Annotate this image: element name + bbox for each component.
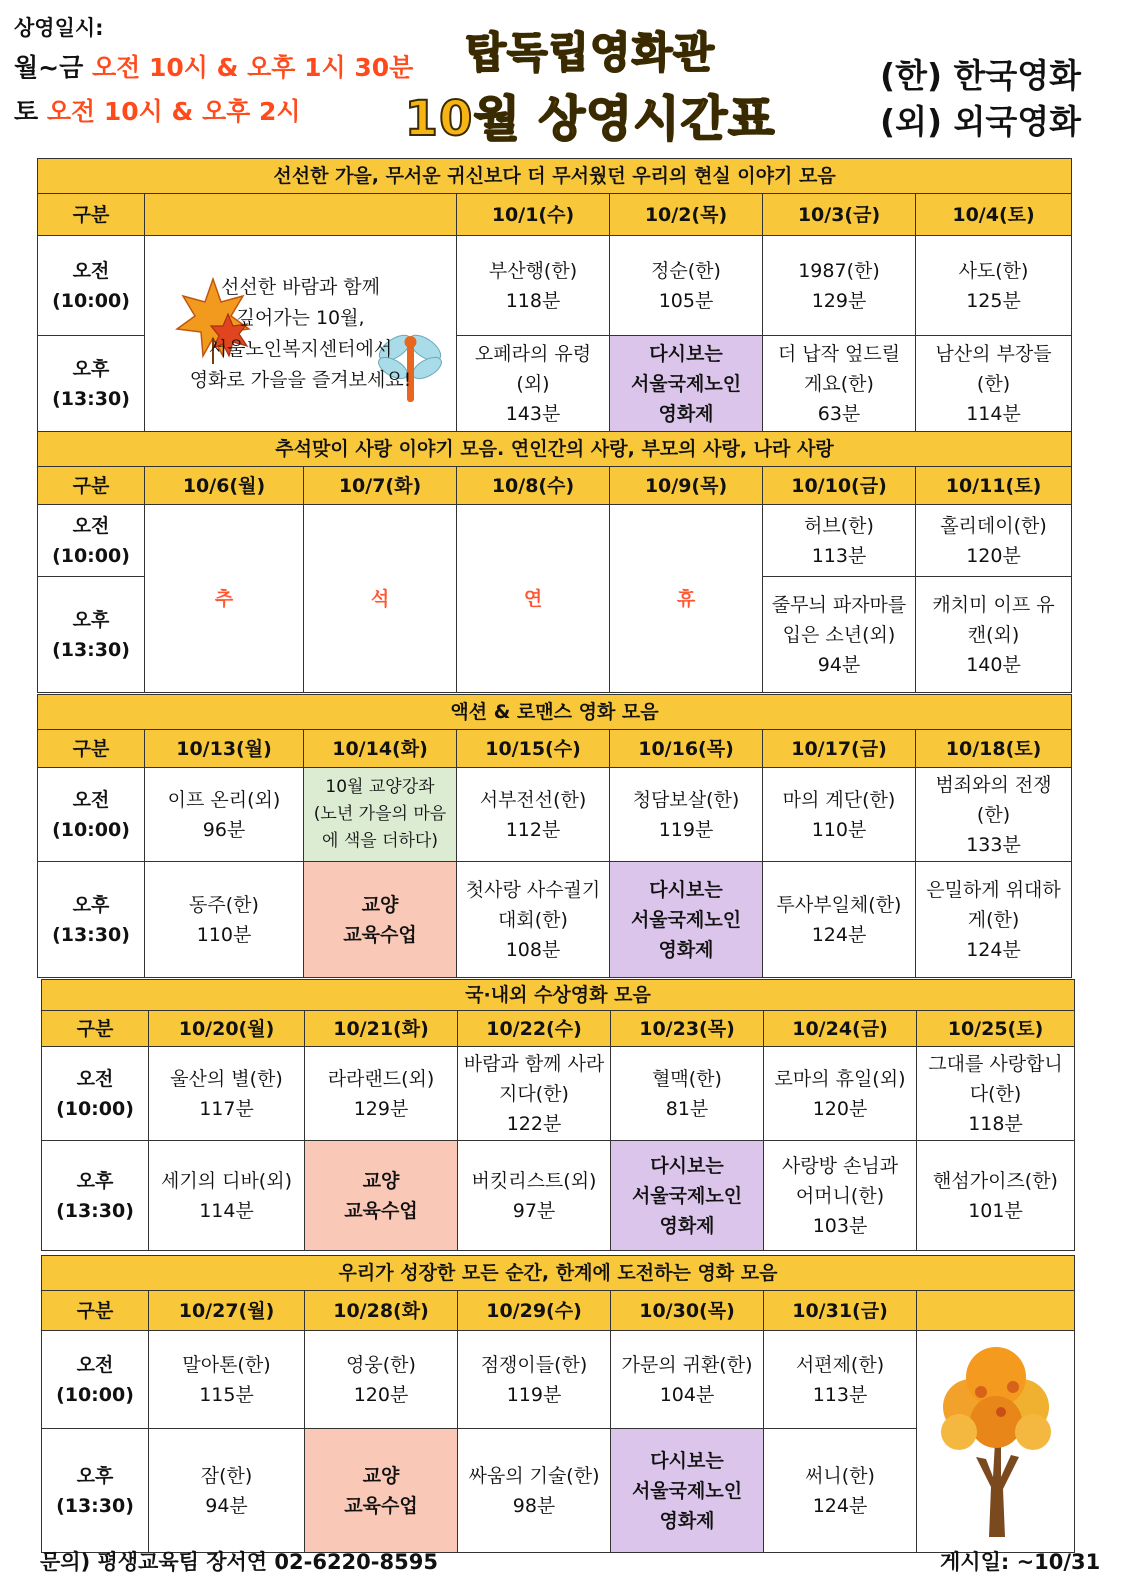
date-header: 10/14(화) [304, 730, 457, 768]
week-theme: 선선한 가을, 무서운 귀신보다 더 무서웠던 우리의 현실 이야기 모음 [38, 159, 1072, 194]
week-table [41, 1255, 1075, 1553]
movie-cell: 그대를 사랑합니 다(한) 118분 [917, 1047, 1075, 1141]
am-label: 오전 (10:00) [38, 768, 145, 862]
date-header: 10/3(금) [763, 194, 916, 236]
autumn-tree-cell [917, 1331, 1075, 1553]
movie-cell: 첫사랑 사수궐기 대회(한) 108분 [457, 862, 610, 978]
date-header: 10/27(월) [149, 1291, 305, 1331]
autumn-message-line: 영화로 가을을 즐겨보세요! [189, 368, 412, 391]
movie-cell: 세기의 디바(외) 114분 [149, 1141, 305, 1251]
date-header: 10/4(토) [916, 194, 1072, 236]
autumn-tree-icon [931, 1337, 1061, 1537]
am-label: 오전 (10:00) [42, 1331, 149, 1429]
saturday-prefix: 토 [14, 97, 39, 126]
am-label: 오전 (10:00) [38, 236, 145, 336]
legend-korean: (한) 한국영화 [880, 56, 1082, 95]
film-festival-cell: 다시보는 서울국제노인 영화제 [611, 1429, 764, 1553]
date-header: 10/30(목) [611, 1291, 764, 1331]
education-class-cell: 교양 교육수업 [305, 1141, 458, 1251]
pm-label: 오후 (13:30) [42, 1141, 149, 1251]
week-theme: 추석맞이 사랑 이야기 모음. 연인간의 사랑, 부모의 사랑, 나라 사랑 [38, 432, 1072, 467]
category-header: 구분 [42, 1291, 149, 1331]
category-header: 구분 [42, 1011, 149, 1047]
movie-cell: 핸섬가이즈(한) 101분 [917, 1141, 1075, 1251]
date-header: 10/10(금) [763, 467, 916, 505]
movie-cell: 이프 온리(외) 96분 [145, 768, 304, 862]
contact-info: 문의) 평생교육팀 장서연 02-6220-8595 [40, 1550, 438, 1574]
movie-cell: 잠(한) 94분 [149, 1429, 305, 1553]
movie-cell: 써니(한) 124분 [764, 1429, 917, 1553]
date-header: 10/18(토) [916, 730, 1072, 768]
posting-date: 게시일: ~10/31 [940, 1550, 1101, 1574]
autumn-message-cell [145, 236, 457, 432]
date-header: 10/23(목) [611, 1011, 764, 1047]
date-header: 10/28(화) [305, 1291, 458, 1331]
pm-label: 오후 (13:30) [42, 1429, 149, 1553]
movie-cell: 사랑방 손님과 어머니(한) 103분 [764, 1141, 917, 1251]
movie-cell: 줄무늬 파자마를 입은 소년(외) 94분 [763, 577, 916, 693]
movie-cell: 라라랜드(외) 129분 [305, 1047, 458, 1141]
movie-cell: 부산행(한) 118분 [457, 236, 610, 336]
date-header: 10/20(월) [149, 1011, 305, 1047]
movie-cell: 마의 계단(한) 110분 [763, 768, 916, 862]
date-header: 10/2(목) [610, 194, 763, 236]
movie-cell: 범죄와의 전쟁 (한) 133분 [916, 768, 1072, 862]
week-table [37, 694, 1072, 978]
weekday-schedule [14, 48, 413, 84]
movie-cell: 버킷리스트(외) 97분 [458, 1141, 611, 1251]
education-class-cell: 교양 교육수업 [305, 1429, 458, 1553]
week-theme: 액션 & 로맨스 영화 모음 [38, 695, 1072, 730]
week-table [41, 979, 1075, 1251]
am-label: 오전 (10:00) [42, 1047, 149, 1141]
date-header: 10/1(수) [457, 194, 610, 236]
movie-cell: 은밀하게 위대하 게(한) 124분 [916, 862, 1072, 978]
movie-cell: 사도(한) 125분 [916, 236, 1072, 336]
movie-cell: 투사부일체(한) 124분 [763, 862, 916, 978]
pm-label: 오후 (13:30) [38, 336, 145, 432]
movie-cell: 남산의 부장들 (한) 114분 [916, 336, 1072, 432]
saturday-times: 오전 10시 & 오후 2시 [46, 97, 301, 126]
week-table [37, 431, 1072, 693]
autumn-message-line: 서울노인복지센터에서 [208, 337, 393, 360]
weekday-prefix: 월~금 [14, 53, 84, 82]
film-festival-cell: 다시보는 서울국제노인 영화제 [611, 1141, 764, 1251]
film-festival-cell: 다시보는 서울국제노인 영화제 [610, 336, 763, 432]
date-header: 10/13(월) [145, 730, 304, 768]
date-header: 10/11(토) [916, 467, 1072, 505]
holiday-cell: 휴 [610, 505, 763, 693]
movie-cell: 말아톤(한) 115분 [149, 1331, 305, 1429]
film-festival-cell: 다시보는 서울국제노인 영화제 [610, 862, 763, 978]
movie-cell: 바람과 함께 사라 지다(한) 122분 [458, 1047, 611, 1141]
week-theme: 우리가 성장한 모든 순간, 한계에 도전하는 영화 모음 [42, 1256, 1075, 1291]
category-header: 구분 [38, 194, 145, 236]
weekday-times: 오전 10시 & 오후 1시 30분 [91, 53, 414, 82]
movie-cell: 영웅(한) 120분 [305, 1331, 458, 1429]
movie-cell: 1987(한) 129분 [763, 236, 916, 336]
autumn-message-line: 깊어가는 10월, [236, 306, 365, 329]
saturday-schedule [14, 92, 301, 128]
movie-cell: 청담보살(한) 119분 [610, 768, 763, 862]
holiday-cell: 석 [304, 505, 457, 693]
date-header: 10/6(월) [145, 467, 304, 505]
movie-cell: 캐치미 이프 유 캔(외) 140분 [916, 577, 1072, 693]
page-title-line2: 10월 상영시간표 [404, 91, 776, 147]
date-header: 10/25(토) [917, 1011, 1075, 1047]
movie-cell: 정순(한) 105분 [610, 236, 763, 336]
movie-cell: 허브(한) 113분 [763, 505, 916, 577]
movie-cell: 혈맥(한) 81분 [611, 1047, 764, 1141]
legend-foreign: (외) 외국영화 [880, 102, 1082, 141]
page-title-line1: 탑독립영화관 [465, 28, 715, 77]
schedule-label: 상영일시: [14, 16, 104, 40]
education-class-cell: 교양 교육수업 [304, 862, 457, 978]
blank-header [145, 194, 457, 236]
date-header: 10/29(수) [458, 1291, 611, 1331]
category-header: 구분 [38, 730, 145, 768]
holiday-cell: 추 [145, 505, 304, 693]
date-header: 10/22(수) [458, 1011, 611, 1047]
movie-cell: 더 납작 엎드릴 게요(한) 63분 [763, 336, 916, 432]
date-header: 10/16(목) [610, 730, 763, 768]
movie-cell: 오페라의 유령 (외) 143분 [457, 336, 610, 432]
date-header: 10/7(화) [304, 467, 457, 505]
holiday-cell: 연 [457, 505, 610, 693]
date-header: 10/15(수) [457, 730, 610, 768]
date-header: 10/9(목) [610, 467, 763, 505]
date-header: 10/21(화) [305, 1011, 458, 1047]
am-label: 오전 (10:00) [38, 505, 145, 577]
date-header: 10/17(금) [763, 730, 916, 768]
movie-cell: 가문의 귀환(한) 104분 [611, 1331, 764, 1429]
week-table [37, 158, 1072, 432]
autumn-message-line: 선선한 바람과 함께 [221, 275, 380, 298]
movie-cell: 서편제(한) 113분 [764, 1331, 917, 1429]
lecture-cell: 10월 교양강좌 (노년 가을의 마음 에 색을 더하다) [304, 768, 457, 862]
pm-label: 오후 (13:30) [38, 577, 145, 693]
movie-cell: 서부전선(한) 112분 [457, 768, 610, 862]
pm-label: 오후 (13:30) [38, 862, 145, 978]
movie-cell: 동주(한) 110분 [145, 862, 304, 978]
week-theme: 국·내외 수상영화 모음 [42, 980, 1075, 1011]
category-header: 구분 [38, 467, 145, 505]
movie-cell: 점쟁이들(한) 119분 [458, 1331, 611, 1429]
movie-cell: 홀리데이(한) 120분 [916, 505, 1072, 577]
date-header: 10/31(금) [764, 1291, 917, 1331]
movie-cell: 로마의 휴일(외) 120분 [764, 1047, 917, 1141]
blank-header [917, 1291, 1075, 1331]
movie-cell: 울산의 별(한) 117분 [149, 1047, 305, 1141]
date-header: 10/8(수) [457, 467, 610, 505]
date-header: 10/24(금) [764, 1011, 917, 1047]
movie-cell: 싸움의 기술(한) 98분 [458, 1429, 611, 1553]
